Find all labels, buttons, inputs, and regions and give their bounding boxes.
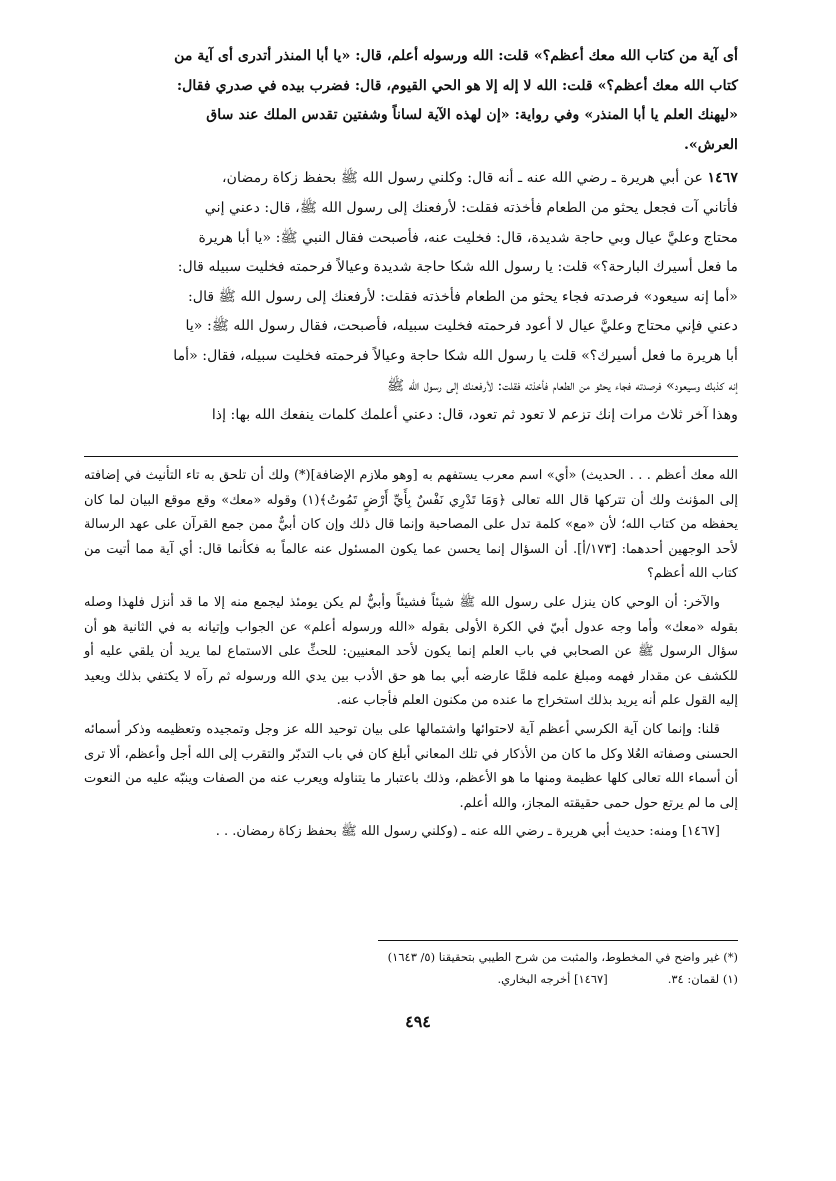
hadith-text-block — [84, 42, 738, 431]
page-number: ٤٩٤ — [405, 1012, 431, 1031]
hadith-number: ١٤٦٧ — [707, 170, 738, 187]
hadith-line-8: إنه كذبك وسيعود» فرصدته فجاء يحثو من الطعام فأخذته فقلت: لأرفعنك إلى رسول الله ﷺ — [387, 377, 738, 394]
footnotes-block — [84, 946, 738, 990]
hadith-line-6: دعني فإني محتاج وعليَّ عيال لا أعود فرحمته فخليت سبيله، فأصبحت، فقال رسول الله ﷺ: «يا — [185, 318, 738, 335]
footnote-1467: [١٤٦٧] أخرجه البخاري. — [497, 972, 608, 986]
hadith-line-4: ما فعل أسيرك البارحة؟» قلت: يا رسول الله شكا حاجة شديدة وعيالاً فرحمته فخليت سبيله قال: — [177, 259, 738, 276]
commentary-paragraph-4: [١٤٦٧] ومنه: حديث أبي هريرة ـ رضي الله عنه ـ (وكلني رسول الله ﷺ بحفظ زكاة رمضان. . . — [215, 824, 720, 840]
hadith-line-1-text: عن أبي هريرة ـ رضي الله عنه ـ أنه قال: وكلني رسول الله ﷺ بحفظ زكاة رمضان، — [222, 170, 703, 187]
section-divider — [84, 456, 738, 457]
commentary-paragraph-2: والآخر: أن الوحي كان ينزل على رسول الله ﷺ شيئاً فشيئاً وأبيٌّ لم يكن يومئذ ليجمع منه إلا ما قد أنزل فلهذا وصله بقوله «معك» وأما وجه عدول أبيّ في الكرة الأولى بقوله «الله ورسوله أعلم» عن الجواب وإتيانه به في الثانية هو أن سؤال الرسول ﷺ عن الصحابي في باب العلم إنما يكون لأحد المعنيين: للحثِّ على الاستماع لما يريد أن يلقي عليه أو للكشف عن مقدار فهمه ومبلغ علمه فلمَّا عارضه أبي بما هو حق الأدب بين يدي الله ورسوله ثم رآه لا يكتفي بذلك ويعيد إليه القول علم أنه يريد بذلك استخراج ما عنده من مكنون العلم فأجاب عنه. — [84, 594, 738, 709]
commentary-paragraph-3: قلنا: وإنما كان آية الكرسي أعظم آية لاحتوائها واشتمالها على بيان توحيد الله عز وجل وتمجيده وتعظيمه وذكر أسمائه الحسنى وصفاته العُلا وكل ما كان من الأذكار في تلك المعاني أبلغ كان في باب التدبّر والتقرب إلى الله أجل وأعظم، ألا ترى أن أسماء الله تعالى كلها عظيمة ومنها ما هو الأعظم، وذلك باعتبار ما يتناوله ويعرب عنه من الصفات وينبّه عليه من النعوت إلى ما لم يرتع حول حمى حقيقته المجاز، والله أعلم. — [84, 721, 738, 811]
footnote-star: (*) غير واضح في المخطوط، والمثبت من شرح الطيبي بتحقيقنا (٥/ ١٦٤٣) — [387, 950, 738, 964]
footnote-divider — [378, 940, 738, 941]
hadith-line-5: «أما إنه سيعود» فرصدته فجاء يحثو من الطعام فأخذته فقلت: لأرفعنك إلى رسول الله ﷺ قال: — [187, 288, 738, 305]
commentary-block — [84, 464, 738, 849]
commentary-paragraph-1: الله معك أعظم . . . الحديث) «أي» اسم معرب يستفهم به [وهو ملازم الإضافة](*) ولك أن تلحق به تاء التأنيث في إضافته إلى المؤنث ولك أن تتركها قال الله تعالى ﴿وَمَا تَدْرِي نَفْسٌ بِأَيِّ أَرْضٍ تَمُوتُ﴾(١) وقوله «معك» وقع موقع البيان لما كان يحفظه من كتاب الله؛ لأن «مع» كلمة تدل على المصاحبة وإنما قال ذلك وإن كان أبيٌّ ممن جمع القرآن على عهد الرسالة لأحد الوجهين أحدهما: [١٧٣/أ]. أن السؤال إنما يحسن عما يكون المسئول عنه عالماً به فكأنما قال: أي آية مما أتيت من كتاب الله أعظم؟ — [84, 468, 739, 582]
continuation-line-2: كتاب الله معك أعظم؟» قلت: الله لا إله إلا هو الحي القيوم، قال: فضرب بيده في صدري فقال: — [176, 77, 738, 94]
continuation-line-4: العرش». — [683, 136, 738, 153]
continuation-line-3: «ليهنك العلم يا أبا المنذر» وفي رواية: «إن لهذه الآية لساناً وشفتين تقدس الملك عند ساق — [206, 107, 738, 124]
hadith-line-1 — [84, 164, 738, 194]
hadith-line-2: فأتاني آت فجعل يحثو من الطعام فأخذته فقلت: لأرفعنك إلى رسول الله ﷺ، قال: دعني إني — [204, 199, 738, 216]
hadith-line-7: أبا هريرة ما فعل أسيرك؟» قلت يا رسول الله شكا حاجة وعيالاً فرحمته فخليت سبيله، فقال: «أما — [173, 347, 738, 364]
continuation-line-1: أى آية من كتاب الله معك أعظم؟» قلت: الله ورسوله أعلم، قال: «يا أبا المنذر أتدرى أى آية من — [174, 48, 738, 64]
hadith-line-3: محتاج وعليَّ عيال وبي حاجة شديدة، قال: فخليت عنه، فأصبحت فقال النبي ﷺ: «يا أبا هريرة — [198, 229, 738, 246]
hadith-line-9: وهذا آخر ثلاث مرات إنك تزعم لا تعود ثم تعود، قال: دعني أعلمك كلمات ينفعك الله بها: إذا — [211, 407, 738, 424]
footnote-row — [84, 968, 738, 990]
footnote-1: (١) لقمان: ٣٤. — [667, 972, 738, 986]
